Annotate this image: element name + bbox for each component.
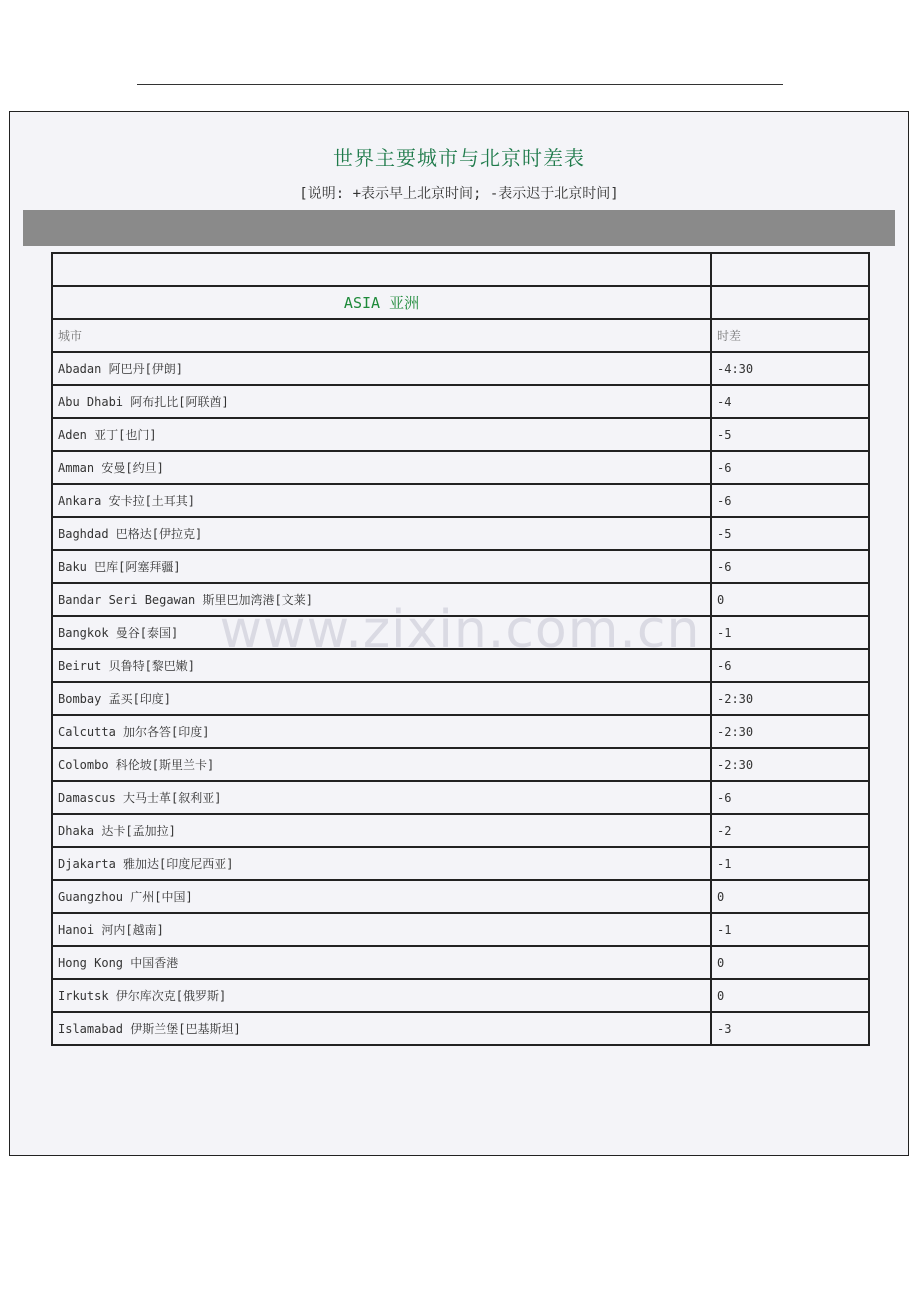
offset-cell: -4:30 (711, 352, 869, 385)
offset-cell: -6 (711, 550, 869, 583)
table-row (52, 385, 869, 418)
table-row (52, 550, 869, 583)
table-row (52, 517, 869, 550)
offset-cell: -5 (711, 517, 869, 550)
header-band (23, 210, 895, 246)
city-cell: Colombo 科伦坡[斯里兰卡] (52, 748, 711, 781)
table-row (52, 814, 869, 847)
offset-cell: -6 (711, 649, 869, 682)
offset-cell: -2:30 (711, 748, 869, 781)
table-row (52, 748, 869, 781)
city-cell: Dhaka 达卡[孟加拉] (52, 814, 711, 847)
top-divider (137, 84, 783, 85)
table-row (52, 1012, 869, 1045)
table-row (52, 418, 869, 451)
offset-cell: -6 (711, 451, 869, 484)
offset-cell: -2:30 (711, 682, 869, 715)
table-row (52, 451, 869, 484)
watermark: www.zixin.com.cn (219, 600, 701, 660)
table-row (52, 913, 869, 946)
city-cell: Beirut 贝鲁特[黎巴嫩] (52, 649, 711, 682)
column-header-offset: 时差 (711, 319, 869, 352)
table-row (52, 715, 869, 748)
table-cell (52, 253, 711, 286)
table-row (52, 880, 869, 913)
offset-cell: 0 (711, 946, 869, 979)
offset-cell: -6 (711, 781, 869, 814)
offset-cell: -2 (711, 814, 869, 847)
table-row (52, 649, 869, 682)
offset-cell: 0 (711, 979, 869, 1012)
offset-cell: -1 (711, 913, 869, 946)
offset-cell: 0 (711, 880, 869, 913)
table-row-empty (52, 253, 869, 286)
city-cell: Irkutsk 伊尔库次克[俄罗斯] (52, 979, 711, 1012)
city-cell: Hanoi 河内[越南] (52, 913, 711, 946)
table-row (52, 979, 869, 1012)
city-cell: Ankara 安卡拉[土耳其] (52, 484, 711, 517)
city-cell: Abadan 阿巴丹[伊朗] (52, 352, 711, 385)
table-row (52, 946, 869, 979)
city-cell: Bangkok 曼谷[泰国] (52, 616, 711, 649)
table-row (52, 781, 869, 814)
page-title: 世界主要城市与北京时差表 (333, 146, 585, 170)
table-row (52, 682, 869, 715)
offset-cell: -4 (711, 385, 869, 418)
city-cell: Amman 安曼[约旦] (52, 451, 711, 484)
city-cell: Calcutta 加尔各答[印度] (52, 715, 711, 748)
city-cell: Guangzhou 广州[中国] (52, 880, 711, 913)
city-cell: Hong Kong 中国香港 (52, 946, 711, 979)
city-cell: Bandar Seri Begawan 斯里巴加湾港[文莱] (52, 583, 711, 616)
table-header-row (52, 319, 869, 352)
table-cell (711, 253, 869, 286)
offset-cell: -3 (711, 1012, 869, 1045)
city-cell: Damascus 大马士革[叙利亚] (52, 781, 711, 814)
table-row-region (52, 286, 869, 319)
offset-cell: -5 (711, 418, 869, 451)
table-row (52, 352, 869, 385)
city-cell: Islamabad 伊斯兰堡[巴基斯坦] (52, 1012, 711, 1045)
offset-cell: -1 (711, 616, 869, 649)
table-cell (711, 286, 869, 319)
offset-cell: -1 (711, 847, 869, 880)
table-row (52, 616, 869, 649)
region-heading: ASIA 亚洲 (52, 286, 711, 319)
column-header-city: 城市 (52, 319, 711, 352)
table-row (52, 847, 869, 880)
city-cell: Aden 亚丁[也门] (52, 418, 711, 451)
legend-note: [说明: +表示早上北京时间; -表示迟于北京时间] (299, 186, 619, 202)
offset-cell: -2:30 (711, 715, 869, 748)
city-cell: Abu Dhabi 阿布扎比[阿联酋] (52, 385, 711, 418)
city-cell: Bombay 孟买[印度] (52, 682, 711, 715)
city-cell: Baghdad 巴格达[伊拉克] (52, 517, 711, 550)
city-cell: Baku 巴库[阿塞拜疆] (52, 550, 711, 583)
document-frame (9, 111, 909, 1156)
offset-cell: 0 (711, 583, 869, 616)
city-cell: Djakarta 雅加达[印度尼西亚] (52, 847, 711, 880)
time-difference-table (51, 252, 870, 1046)
offset-cell: -6 (711, 484, 869, 517)
table-row (52, 583, 869, 616)
table-row (52, 484, 869, 517)
